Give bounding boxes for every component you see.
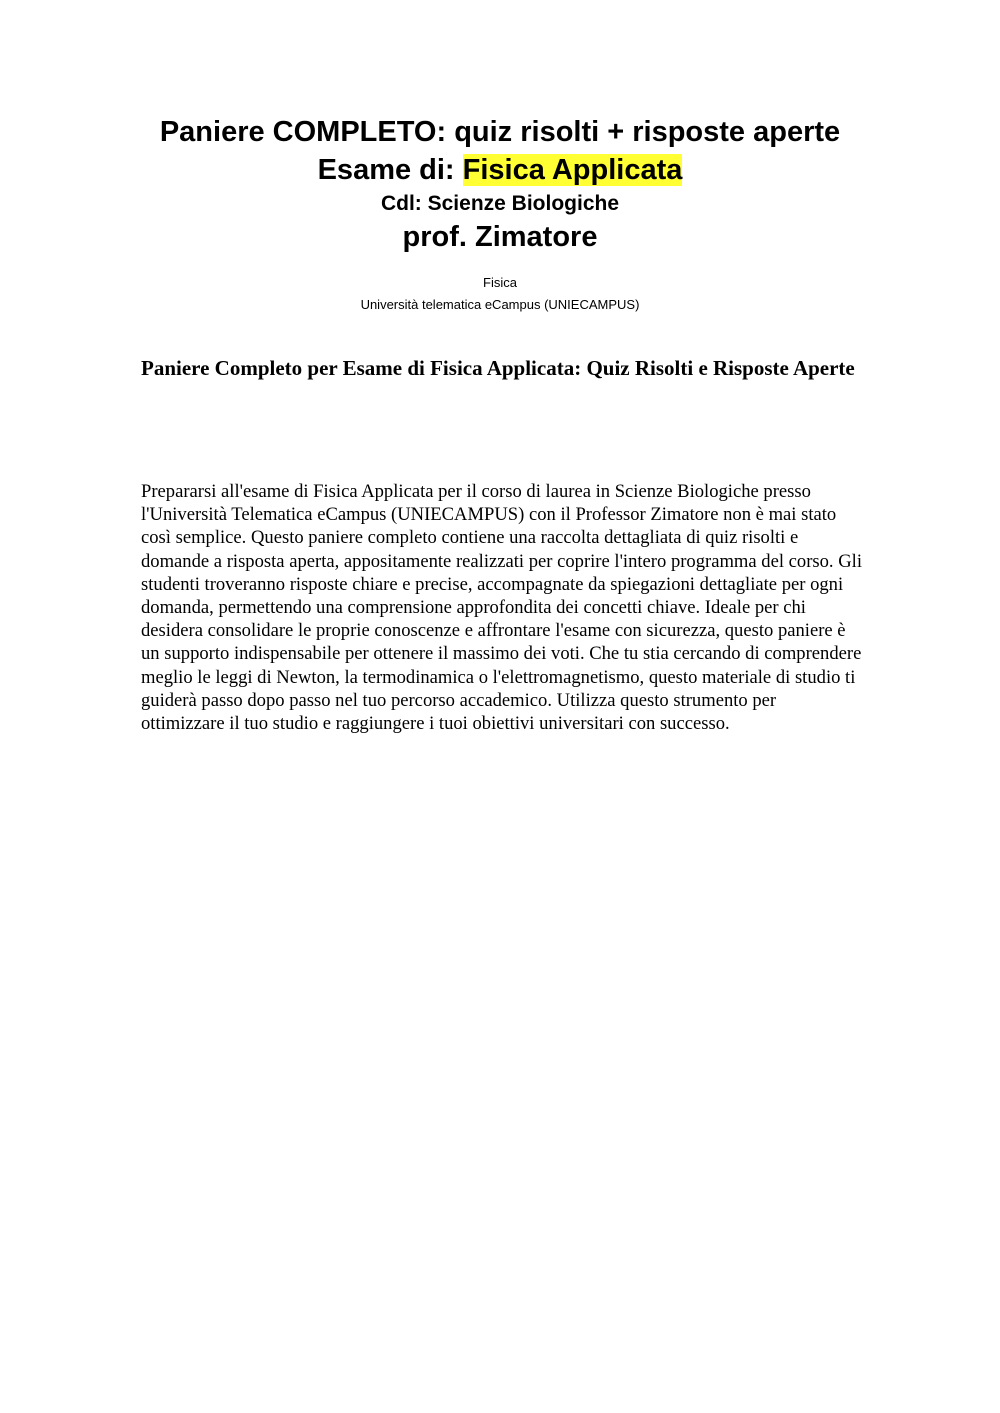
document-title: Paniere COMPLETO: quiz risolti + risposte aperte — [159, 116, 841, 148]
section-heading: Paniere Completo per Esame di Fisica Applicata: Quiz Risolti e Risposte Aperte — [141, 356, 855, 380]
exam-line — [0, 151, 1000, 189]
exam-label: Esame di: — [317, 154, 463, 186]
professor-name: prof. Zimatore — [402, 221, 598, 253]
subject-label: Fisica — [483, 275, 517, 290]
description-paragraph: Prepararsi all'esame di Fisica Applicata per il corso di laurea in Scienze Biologiche presso l'Università Telematica eCampus (UNIECAMPUS) con il Professor Zimatore non è mai stato così semplice. Questo paniere completo contiene una raccolta dettagliata di quiz risolti e domande a risposta aperta, appositamente realizzati per coprire l'intero programma del corso. Gli studenti troveranno risposte chiare e precise, accompagnate da spiegazioni dettagliate per ogni domanda, permettendo una comprensione approfondita dei concetti chiave. Ideale per chi desidera consolidare le proprie conoscenze e affrontare l'esame con sicurezza, questo paniere è un supporto indispensabile per ottenere il massimo dei voti. Che tu stia cercando di comprendere meglio le leggi di Newton, la termodinamica o l'elettromagnetismo, questo materiale di studio ti guiderà passo dopo passo nel tuo percorso accademico. Utilizza questo strumento per ottimizzare il tuo studio e raggiungere i tuoi obiettivi universitari con successo. — [141, 481, 862, 735]
exam-name-highlight: Fisica Applicata — [462, 154, 683, 186]
document-meta — [0, 272, 1000, 316]
university-label: Università telematica eCampus (UNIECAMPUS) — [360, 297, 640, 312]
document-header — [0, 113, 1000, 255]
degree-course: Cdl: Scienze Biologiche — [380, 192, 620, 215]
